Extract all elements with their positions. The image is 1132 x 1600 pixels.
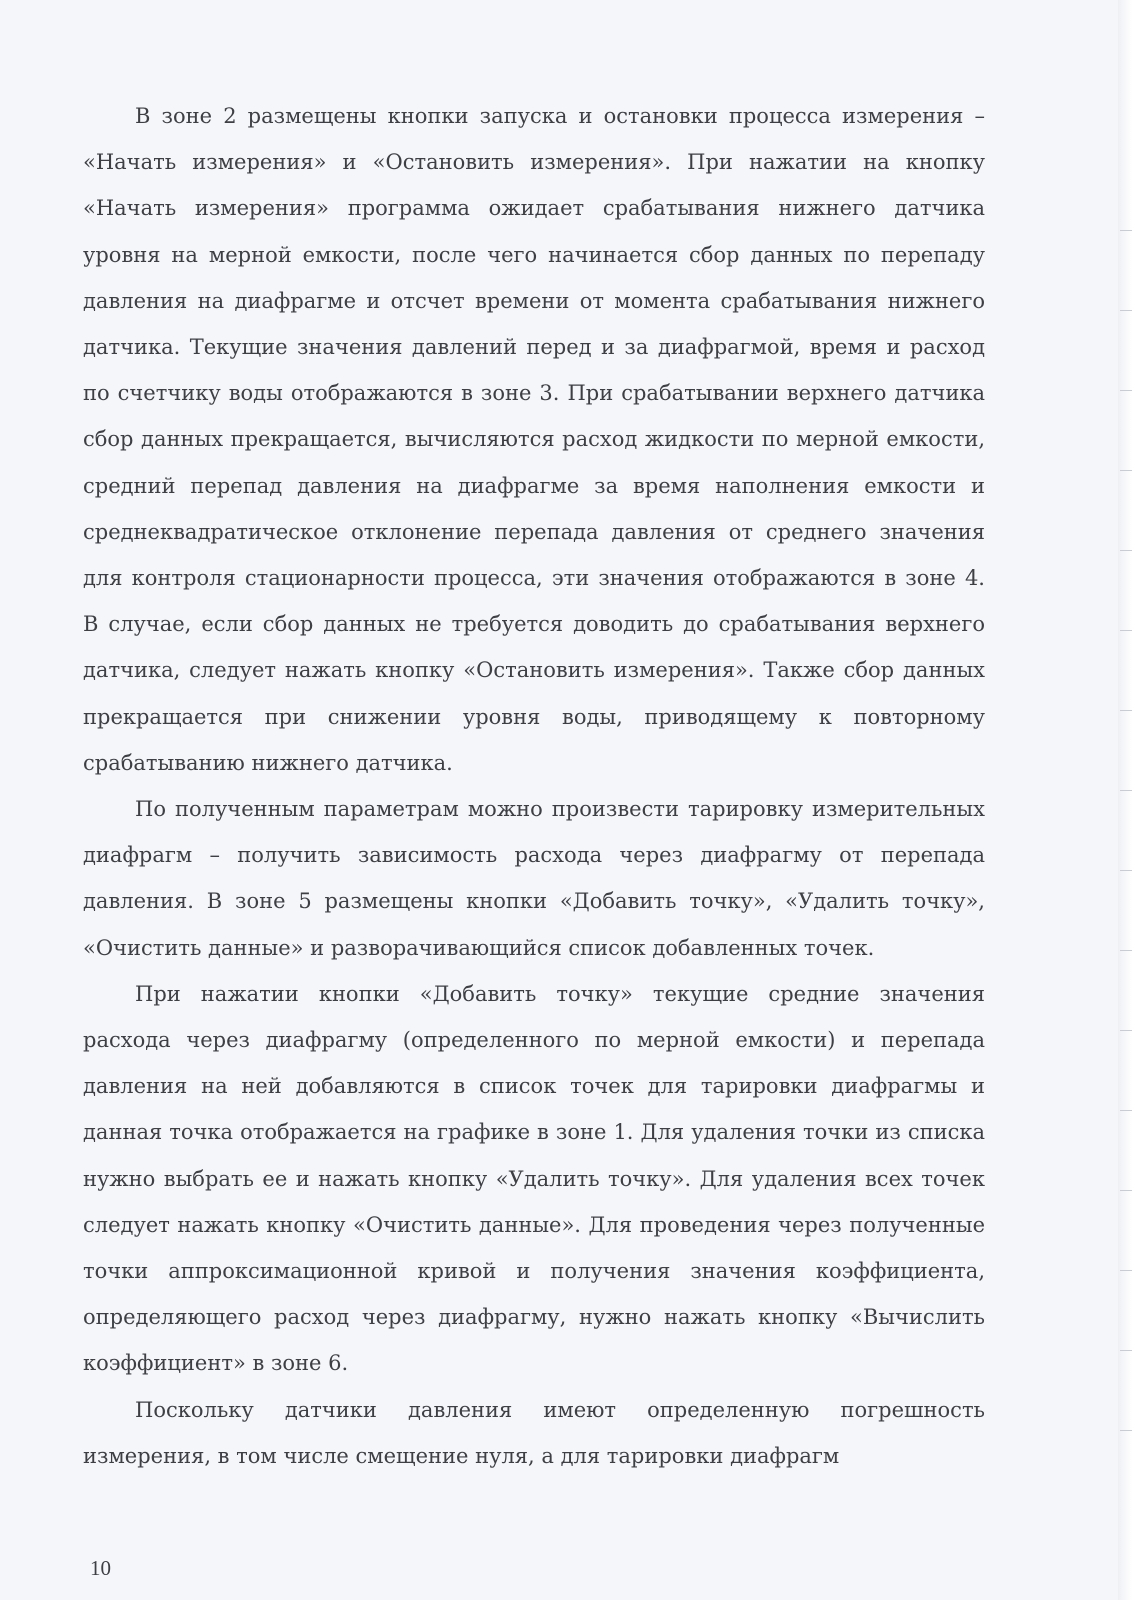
edge-mark	[1120, 790, 1132, 791]
page-number: 10	[90, 1556, 111, 1580]
edge-mark	[1120, 1270, 1132, 1271]
edge-mark	[1120, 310, 1132, 311]
edge-mark	[1120, 230, 1132, 231]
paragraph: Поскольку датчики давления имеют определенную погрешность измерения, в том числе смещение нуля, а для тарировки диафрагм	[83, 1397, 985, 1468]
edge-mark	[1120, 1350, 1132, 1351]
edge-mark	[1120, 950, 1132, 951]
edge-mark	[1120, 470, 1132, 471]
edge-mark	[1120, 1430, 1132, 1431]
body-text	[83, 93, 985, 1479]
paragraph: При нажатии кнопки «Добавить точку» текущие средние значения расхода через диафрагму (определенного по мерной емкости) и перепада давления на ней добавляются в список точек для тарировки диафрагмы и данная точка отображается на графике в зоне 1. Для удаления точки из списка нужно выбрать ее и нажать кнопку «Удалить точку». Для удаления всех точек следует нажать кнопку «Очистить данные». Для проведения через полученные точки аппроксимационной кривой и получения значения коэффициента, определяющего расход через диафрагму, нужно нажать кнопку «Вычислить коэффициент» в зоне 6.	[83, 981, 985, 1376]
paragraph: В зоне 2 размещены кнопки запуска и остановки процесса измерения – «Начать измерения» и «Остановить измерения». При нажатии на кнопку «Начать измерения» программа ожидает срабатывания нижнего датчика уровня на мерной емкости, после чего начинается сбор данных по перепаду давления на диафрагме и отсчет времени от момента срабатывания нижнего датчика. Текущие значения давлений перед и за диафрагмой, время и расход по счетчику воды отображаются в зоне 3. При срабатывании верхнего датчика сбор данных прекращается, вычисляются расход жидкости по мерной емкости, средний перепад давления на диафрагме за время наполнения емкости и среднеквадратическое отклонение перепада давления от среднего значения для контроля стационарности процесса, эти значения отображаются в зоне 4. В случае, если сбор данных не требуется доводить до срабатывания верхнего датчика, следует нажать кнопку «Остановить измерения». Также сбор данных прекращается при снижении уровня воды, приводящему к повторному срабатыванию нижнего датчика.	[83, 104, 985, 775]
edge-mark	[1120, 710, 1132, 711]
edge-mark	[1120, 870, 1132, 871]
edge-mark	[1120, 1110, 1132, 1111]
edge-mark	[1120, 1190, 1132, 1191]
edge-mark	[1120, 390, 1132, 391]
edge-mark	[1120, 1030, 1132, 1031]
edge-mark	[1120, 550, 1132, 551]
scan-binding-edge	[1118, 0, 1132, 1600]
edge-mark	[1120, 630, 1132, 631]
paragraph: По полученным параметрам можно произвести тарировку измерительных диафрагм – получить зависимость расхода через диафрагму от перепада давления. В зоне 5 размещены кнопки «Добавить точку», «Удалить точку», «Очистить данные» и разворачивающийся список добавленных точек.	[83, 797, 985, 960]
